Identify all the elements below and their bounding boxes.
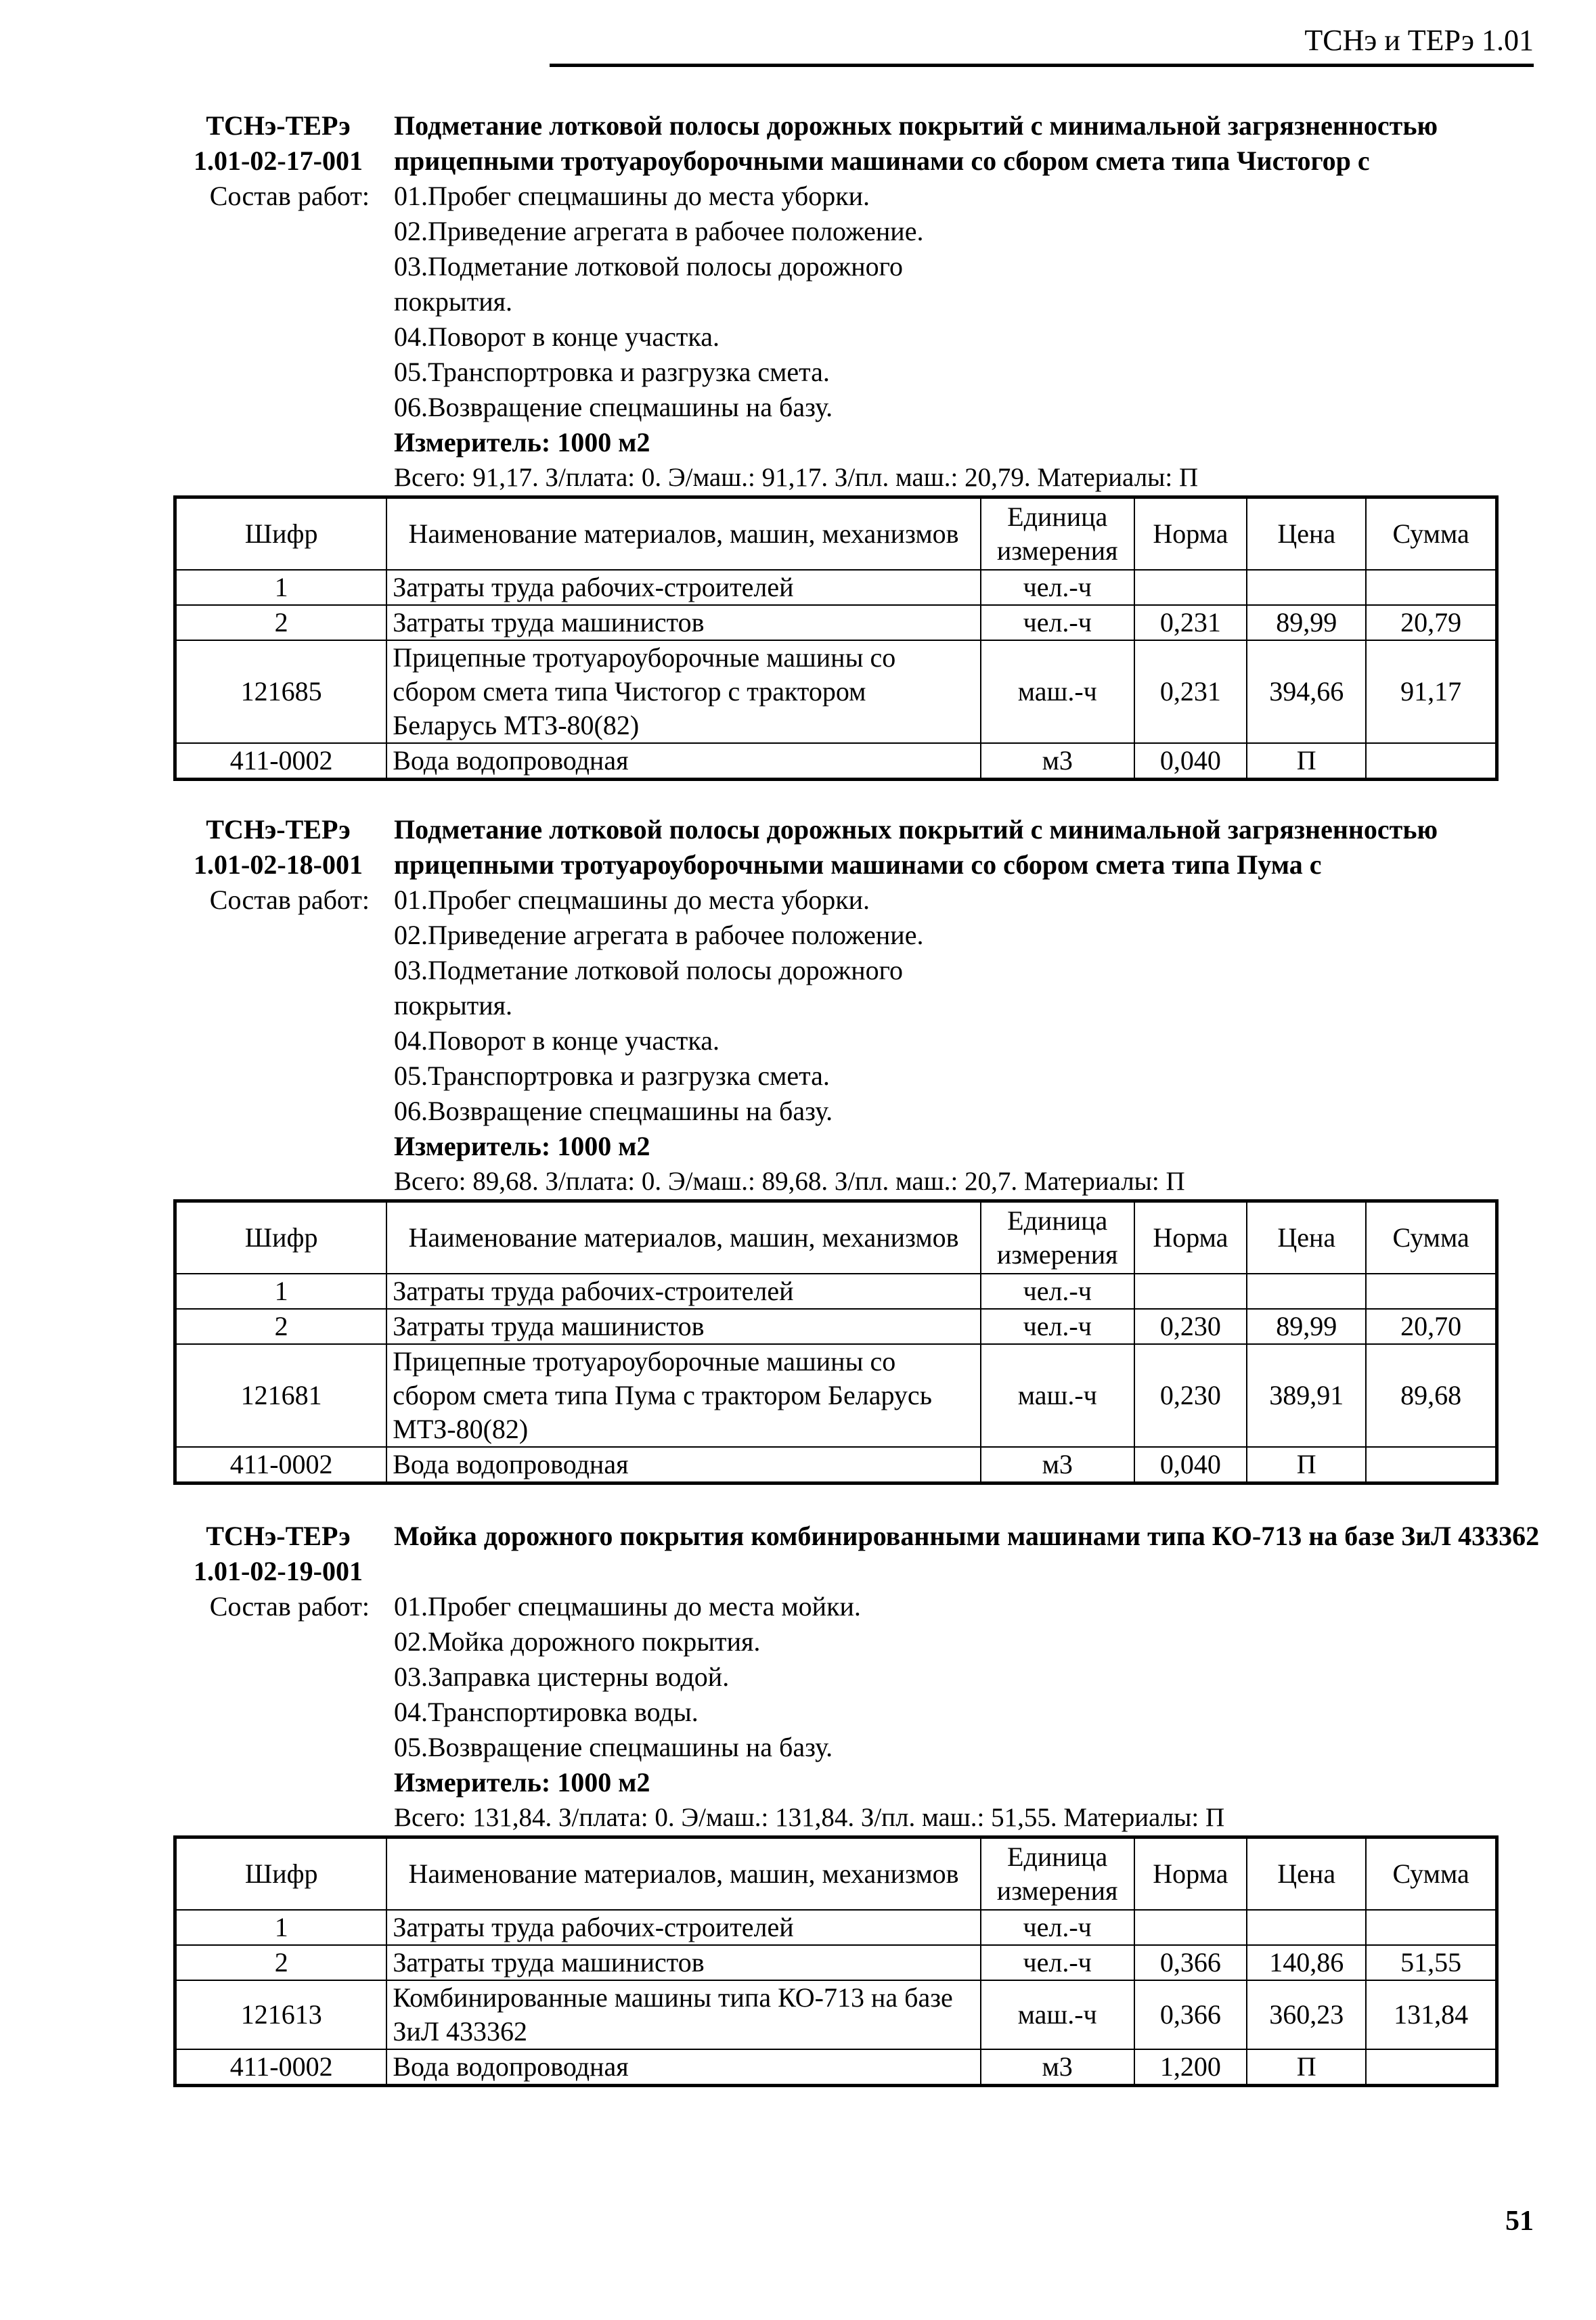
table-row bbox=[175, 1344, 1497, 1447]
col-header-sum: Сумма bbox=[1366, 497, 1497, 571]
cell-norm: 0,231 bbox=[1134, 640, 1247, 743]
cell-name: Прицепные тротуароуборочные машины со сбором смета типа Пума с трактором Беларусь МТЗ-80(82) bbox=[386, 1344, 981, 1447]
operation-item: 05.Транспортровка и разгрузка смета. bbox=[394, 1061, 830, 1091]
cell-unit: маш.-ч bbox=[981, 1980, 1134, 2049]
table-row bbox=[175, 2049, 1497, 2086]
cell-name: Комбинированные машины типа КО-713 на базе ЗиЛ 433362 bbox=[386, 1980, 980, 2049]
cost-summary: Всего: 91,17. З/плата: 0. Э/маш.: 91,17. З/пл. маш.: 20,79. Материалы: П bbox=[394, 463, 1199, 492]
cell-norm: 0,230 bbox=[1134, 1309, 1247, 1344]
cell-code: 2 bbox=[175, 1309, 387, 1344]
entry-code-number: 1.01-02-18-001 bbox=[194, 849, 363, 880]
cell-unit: маш.-ч bbox=[981, 1344, 1134, 1447]
cell-sum bbox=[1366, 743, 1497, 780]
cell-price: 394,66 bbox=[1247, 640, 1366, 743]
header-divider bbox=[550, 64, 1534, 67]
table-row bbox=[175, 743, 1497, 780]
cell-unit: чел.-ч bbox=[981, 1945, 1134, 1980]
cell-norm bbox=[1134, 570, 1247, 605]
cell-sum bbox=[1366, 2049, 1497, 2086]
operation-item: покрытия. bbox=[394, 286, 512, 317]
cell-sum: 91,17 bbox=[1366, 640, 1497, 743]
cell-code: 1 bbox=[175, 1274, 387, 1309]
work-composition-label: Состав работ: bbox=[209, 885, 370, 915]
col-header-price: Цена bbox=[1247, 1837, 1366, 1911]
entry-code-prefix: ТСНэ-ТЕРэ bbox=[206, 1521, 351, 1551]
meter-label: Измеритель: 1000 м2 bbox=[394, 1131, 650, 1161]
cell-price: П bbox=[1247, 1447, 1366, 1484]
operation-item: 01.Пробег спецмашины до места мойки. bbox=[394, 1591, 861, 1622]
page-number: 51 bbox=[1505, 2206, 1534, 2237]
cell-price: 140,86 bbox=[1247, 1945, 1366, 1980]
cell-unit: чел.-ч bbox=[981, 1274, 1134, 1309]
operation-item: 02.Приведение агрегата в рабочее положение. bbox=[394, 216, 924, 246]
cell-unit: чел.-ч bbox=[981, 1910, 1134, 1945]
operation-item: 03.Подметание лотковой полосы дорожного bbox=[394, 251, 904, 282]
cell-name: Затраты труда машинистов bbox=[386, 1309, 981, 1344]
operation-item: 06.Возвращение спецмашины на базу. bbox=[394, 1096, 833, 1126]
cell-name: Затраты труда машинистов bbox=[386, 1945, 980, 1980]
cell-price: П bbox=[1247, 2049, 1366, 2086]
resource-table bbox=[173, 495, 1499, 781]
cell-sum bbox=[1366, 1274, 1497, 1309]
operation-item: 05.Возвращение спецмашины на базу. bbox=[394, 1732, 833, 1762]
operations-list bbox=[394, 179, 949, 460]
cell-unit: чел.-ч bbox=[981, 605, 1134, 640]
operation-item: 04.Транспортировка воды. bbox=[394, 1697, 699, 1727]
entry-title: Подметание лотковой полосы дорожных покрытий с минимальной загрязненностью прицепными тротуароуборочными машинами со сбором смета типа Чистогор с bbox=[394, 110, 1438, 176]
cell-norm: 0,230 bbox=[1134, 1344, 1247, 1447]
entry-title: Подметание лотковой полосы дорожных покрытий с минимальной загрязненностью прицепными тротуароуборочными машинами со сбором смета типа Пума с bbox=[394, 814, 1438, 880]
operation-item: 02.Мойка дорожного покрытия. bbox=[394, 1626, 761, 1657]
cell-unit: маш.-ч bbox=[981, 640, 1134, 743]
cell-norm: 0,040 bbox=[1134, 743, 1247, 780]
operation-item: 04.Поворот в конце участка. bbox=[394, 321, 719, 352]
entry-code-number: 1.01-02-19-001 bbox=[194, 1556, 363, 1586]
cell-code: 411-0002 bbox=[175, 1447, 387, 1484]
table-header-row bbox=[175, 497, 1497, 571]
col-header-sum: Сумма bbox=[1366, 1201, 1497, 1274]
cell-code: 411-0002 bbox=[175, 743, 387, 780]
entry-code-prefix: ТСНэ-ТЕРэ bbox=[206, 814, 351, 845]
table-row bbox=[175, 1309, 1497, 1344]
table-row bbox=[175, 640, 1497, 743]
col-header-code: Шифр bbox=[175, 497, 387, 571]
cell-name: Затраты труда рабочих-строителей bbox=[386, 1274, 981, 1309]
cell-unit: чел.-ч bbox=[981, 570, 1134, 605]
cell-price: 360,23 bbox=[1247, 1980, 1366, 2049]
col-header-norm: Норма bbox=[1134, 497, 1247, 571]
cell-name: Прицепные тротуароуборочные машины со сбором смета типа Чистогор с трактором Беларусь МТЗ-80(82) bbox=[386, 640, 981, 743]
page-header-title: ТСНэ и ТЕРэ 1.01 bbox=[1304, 24, 1534, 57]
cell-sum: 20,70 bbox=[1366, 1309, 1497, 1344]
cell-norm bbox=[1134, 1274, 1247, 1309]
entry-title: Мойка дорожного покрытия комбинированными машинами типа КО-713 на базе ЗиЛ 433362 bbox=[394, 1521, 1540, 1551]
cell-code: 121685 bbox=[175, 640, 387, 743]
col-header-unit: Единица измерения bbox=[981, 1837, 1134, 1911]
cell-name: Вода водопроводная bbox=[386, 743, 981, 780]
cell-norm: 0,040 bbox=[1134, 1447, 1247, 1484]
cell-name: Затраты труда рабочих-строителей bbox=[386, 570, 981, 605]
col-header-code: Шифр bbox=[175, 1201, 387, 1274]
cell-price: 389,91 bbox=[1247, 1344, 1366, 1447]
cell-unit: м3 bbox=[981, 743, 1134, 780]
cell-code: 121681 bbox=[175, 1344, 387, 1447]
operation-item: 05.Транспортровка и разгрузка смета. bbox=[394, 357, 830, 387]
cell-code: 1 bbox=[175, 570, 387, 605]
operation-item: 01.Пробег спецмашины до места уборки. bbox=[394, 885, 870, 915]
table-header-row bbox=[175, 1837, 1497, 1911]
cell-norm: 1,200 bbox=[1134, 2049, 1247, 2086]
cell-sum: 131,84 bbox=[1366, 1980, 1497, 2049]
table-row bbox=[175, 605, 1497, 640]
col-header-name: Наименование материалов, машин, механизмов bbox=[386, 1201, 981, 1274]
cell-unit: чел.-ч bbox=[981, 1309, 1134, 1344]
work-composition-label: Состав работ: bbox=[209, 1591, 370, 1622]
cell-price: 89,99 bbox=[1247, 1309, 1366, 1344]
table-row bbox=[175, 570, 1497, 605]
cell-price: 89,99 bbox=[1247, 605, 1366, 640]
resource-table bbox=[173, 1835, 1499, 2087]
table-row bbox=[175, 1980, 1497, 2049]
cell-code: 1 bbox=[175, 1910, 387, 1945]
operations-list bbox=[394, 883, 949, 1164]
resource-table bbox=[173, 1199, 1499, 1485]
operation-item: покрытия. bbox=[394, 990, 512, 1021]
work-composition-label: Состав работ: bbox=[209, 181, 370, 211]
operations-list bbox=[394, 1589, 949, 1800]
cell-sum bbox=[1366, 1910, 1497, 1945]
cost-summary: Всего: 131,84. З/плата: 0. Э/маш.: 131,84. З/пл. маш.: 51,55. Материалы: П bbox=[394, 1803, 1225, 1832]
cell-price bbox=[1247, 570, 1366, 605]
col-header-code: Шифр bbox=[175, 1837, 387, 1911]
col-header-unit: Единица измерения bbox=[981, 1201, 1134, 1274]
operation-item: 02.Приведение агрегата в рабочее положение. bbox=[394, 920, 924, 950]
table-row bbox=[175, 1447, 1497, 1484]
cost-summary: Всего: 89,68. З/плата: 0. Э/маш.: 89,68. З/пл. маш.: 20,7. Материалы: П bbox=[394, 1167, 1185, 1196]
col-header-sum: Сумма bbox=[1366, 1837, 1497, 1911]
col-header-norm: Норма bbox=[1134, 1837, 1247, 1911]
cell-norm: 0,366 bbox=[1134, 1980, 1247, 2049]
cell-sum bbox=[1366, 1447, 1497, 1484]
col-header-unit: Единица измерения bbox=[981, 497, 1134, 571]
cell-code: 411-0002 bbox=[175, 2049, 387, 2086]
entry-code-number: 1.01-02-17-001 bbox=[194, 146, 363, 176]
entry-code-prefix: ТСНэ-ТЕРэ bbox=[206, 110, 351, 141]
cell-norm bbox=[1134, 1910, 1247, 1945]
operation-item: 04.Поворот в конце участка. bbox=[394, 1025, 719, 1056]
cell-name: Вода водопроводная bbox=[386, 2049, 980, 2086]
table-row bbox=[175, 1274, 1497, 1309]
cell-code: 2 bbox=[175, 605, 387, 640]
cell-unit: м3 bbox=[981, 2049, 1134, 2086]
cell-price bbox=[1247, 1910, 1366, 1945]
col-header-price: Цена bbox=[1247, 1201, 1366, 1274]
cell-sum bbox=[1366, 570, 1497, 605]
col-header-norm: Норма bbox=[1134, 1201, 1247, 1274]
cell-name: Вода водопроводная bbox=[386, 1447, 981, 1484]
col-header-name: Наименование материалов, машин, механизмов bbox=[386, 497, 981, 571]
col-header-price: Цена bbox=[1247, 497, 1366, 571]
table-row bbox=[175, 1945, 1497, 1980]
meter-label: Измеритель: 1000 м2 bbox=[394, 427, 650, 458]
cell-code: 121613 bbox=[175, 1980, 387, 2049]
table-header-row bbox=[175, 1201, 1497, 1274]
meter-label: Измеритель: 1000 м2 bbox=[394, 1767, 650, 1798]
cell-unit: м3 bbox=[981, 1447, 1134, 1484]
operation-item: 01.Пробег спецмашины до места уборки. bbox=[394, 181, 870, 211]
cell-code: 2 bbox=[175, 1945, 387, 1980]
table-row bbox=[175, 1910, 1497, 1945]
cell-name: Затраты труда машинистов bbox=[386, 605, 981, 640]
cell-sum: 89,68 bbox=[1366, 1344, 1497, 1447]
cell-norm: 0,366 bbox=[1134, 1945, 1247, 1980]
cell-sum: 20,79 bbox=[1366, 605, 1497, 640]
col-header-name: Наименование материалов, машин, механизмов bbox=[386, 1837, 980, 1911]
cell-norm: 0,231 bbox=[1134, 605, 1247, 640]
cell-name: Затраты труда рабочих-строителей bbox=[386, 1910, 980, 1945]
cell-price: П bbox=[1247, 743, 1366, 780]
operation-item: 03.Подметание лотковой полосы дорожного bbox=[394, 955, 904, 985]
operation-item: 03.Заправка цистерны водой. bbox=[394, 1661, 730, 1692]
cell-price bbox=[1247, 1274, 1366, 1309]
cell-sum: 51,55 bbox=[1366, 1945, 1497, 1980]
operation-item: 06.Возвращение спецмашины на базу. bbox=[394, 392, 833, 422]
